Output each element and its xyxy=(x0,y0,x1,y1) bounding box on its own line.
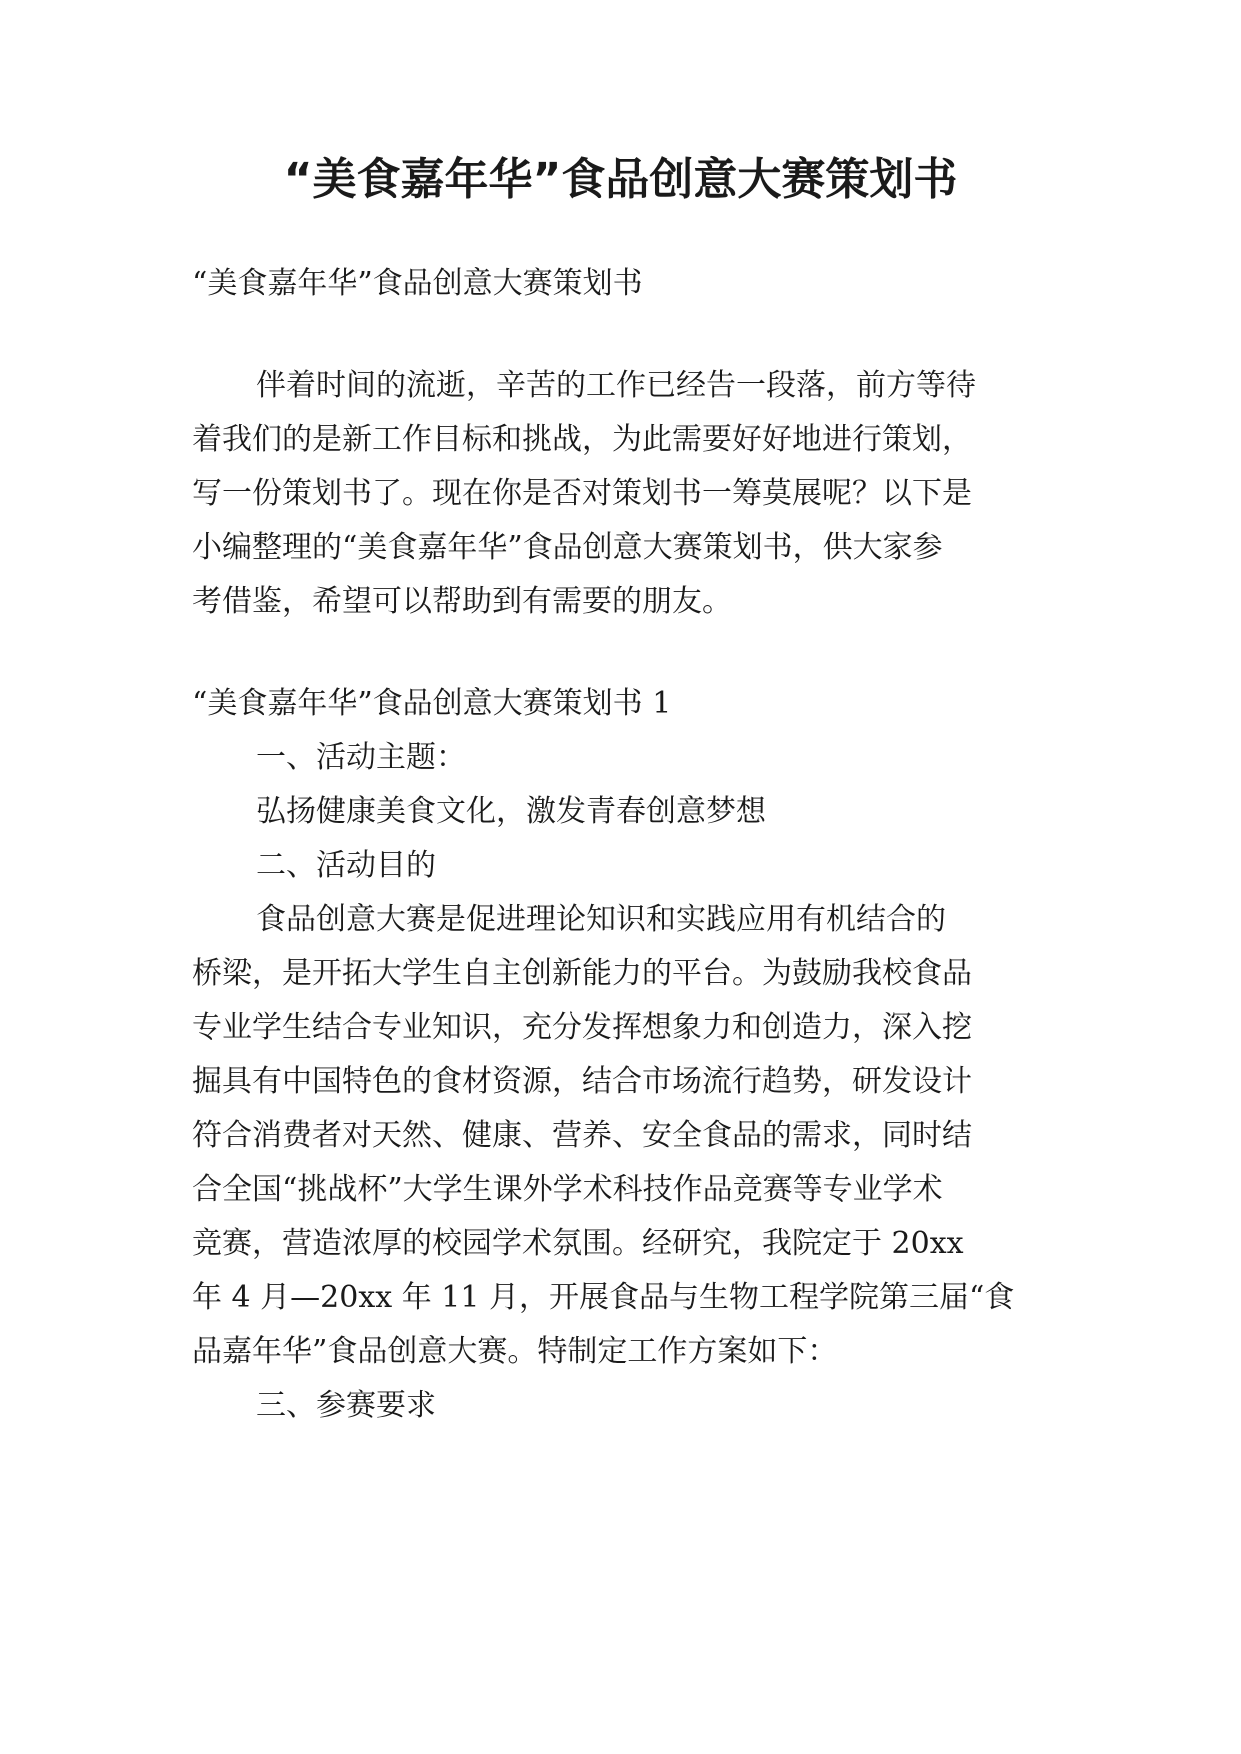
intro-line-1: 伴着时间的流逝，辛苦的工作已经告一段落，前方等待 xyxy=(256,368,976,403)
intro-line-3: 写一份策划书了。现在你是否对策划书一筹莫展呢？以下是 xyxy=(192,476,972,511)
purpose-line-6: 合全国“挑战杯”大学生课外学术科技作品竞赛等专业学术 xyxy=(192,1172,943,1207)
purpose-line-1: 食品创意大赛是促进理论知识和实践应用有机结合的 xyxy=(256,902,946,937)
document-title: “美食嘉年华”食品创意大赛策划书 xyxy=(283,154,958,205)
purpose-line-3: 专业学生结合专业知识，充分发挥想象力和创造力，深入挖 xyxy=(192,1010,972,1045)
intro-line-5: 考借鉴，希望可以帮助到有需要的朋友。 xyxy=(192,584,732,619)
heading-activity-theme: 一、活动主题： xyxy=(256,740,466,775)
section-title: “美食嘉年华”食品创意大赛策划书 1 xyxy=(192,686,672,721)
heading-entry-requirements: 三、参赛要求 xyxy=(256,1388,436,1423)
purpose-line-9: 品嘉年华”食品创意大赛。特制定工作方案如下： xyxy=(192,1334,838,1369)
document-subtitle: “美食嘉年华”食品创意大赛策划书 xyxy=(192,266,643,301)
purpose-line-2: 桥梁，是开拓大学生自主创新能力的平台。为鼓励我校食品 xyxy=(192,956,972,991)
intro-line-4: 小编整理的“美食嘉年华”食品创意大赛策划书，供大家参 xyxy=(192,530,943,565)
theme-text: 弘扬健康美食文化，激发青春创意梦想 xyxy=(256,794,766,829)
purpose-line-7: 竞赛，营造浓厚的校园学术氛围。经研究，我院定于 20xx xyxy=(192,1226,964,1261)
purpose-line-4: 掘具有中国特色的食材资源，结合市场流行趋势，研发设计 xyxy=(192,1064,972,1099)
intro-line-2: 着我们的是新工作目标和挑战，为此需要好好地进行策划， xyxy=(192,422,972,457)
purpose-line-5: 符合消费者对天然、健康、营养、安全食品的需求，同时结 xyxy=(192,1118,972,1153)
heading-activity-purpose: 二、活动目的 xyxy=(256,848,436,883)
purpose-line-8: 年 4 月—20xx 年 11 月，开展食品与生物工程学院第三届“食 xyxy=(192,1280,1015,1315)
